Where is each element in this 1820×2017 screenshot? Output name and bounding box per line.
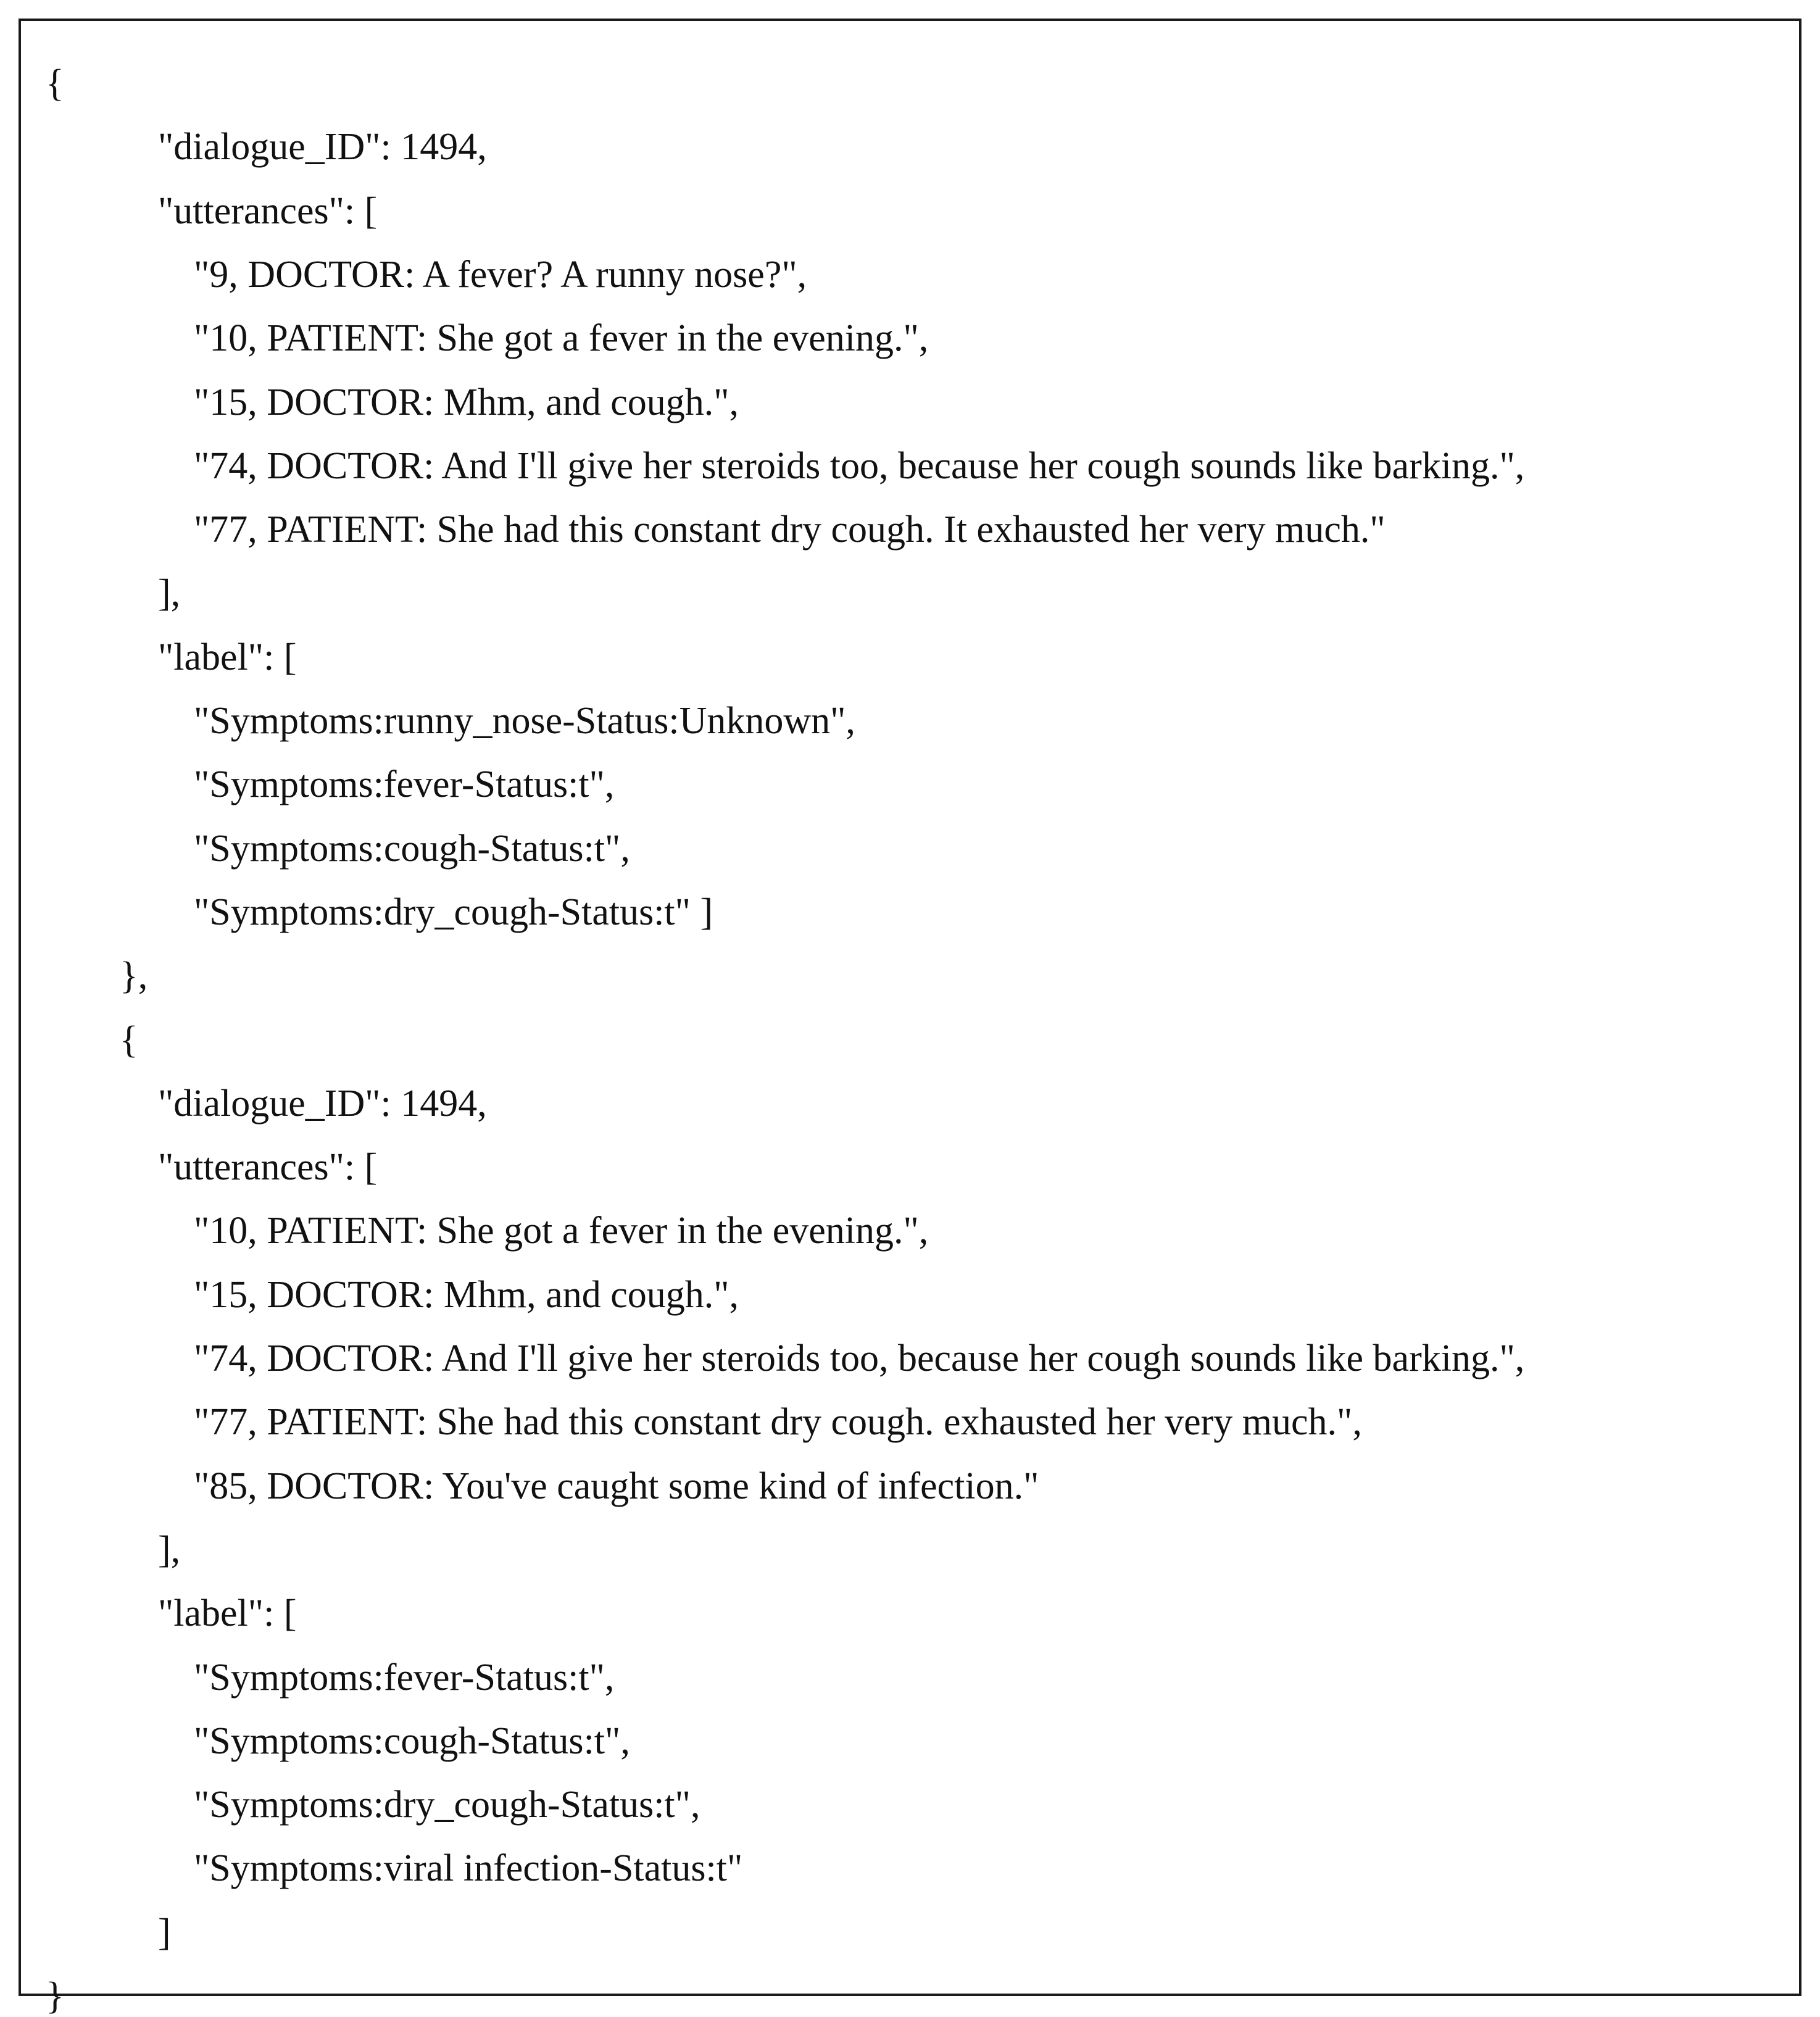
code-line: "Symptoms:fever-Status:t", bbox=[194, 1656, 615, 1699]
code-line: "Symptoms:dry_cough-Status:t", bbox=[194, 1784, 700, 1826]
code-line: } bbox=[46, 1975, 64, 2017]
code-line: "label": [ bbox=[158, 636, 297, 678]
code-line: "Symptoms:dry_cough-Status:t" ] bbox=[194, 891, 713, 933]
document-frame bbox=[19, 19, 1801, 2017]
code-line: "77, PATIENT: She had this constant dry cough. It exhausted her very much." bbox=[194, 509, 1386, 551]
code-line: "74, DOCTOR: And I'll give her steroids too, because her cough sounds like barking.", bbox=[194, 1337, 1525, 1379]
code-line: "77, PATIENT: She had this constant dry cough. exhausted her very much.", bbox=[194, 1401, 1362, 1444]
code-line: "dialogue_ID": 1494, bbox=[158, 1082, 487, 1125]
code-line: "74, DOCTOR: And I'll give her steroids too, because her cough sounds like barking.", bbox=[194, 444, 1525, 487]
code-line: "Symptoms:cough-Status:t", bbox=[194, 1720, 630, 1762]
code-line: ] bbox=[158, 1911, 171, 1953]
code-line: "utterances": [ bbox=[158, 189, 378, 232]
code-line: "10, PATIENT: She got a fever in the evening.", bbox=[194, 1210, 929, 1252]
code-line: "Symptoms:runny_nose-Status:Unknown", bbox=[194, 700, 855, 742]
code-line: }, bbox=[120, 955, 148, 997]
code-line: "label": [ bbox=[158, 1592, 297, 1635]
code-line: { bbox=[120, 1018, 138, 1061]
code-line: "10, PATIENT: She got a fever in the evening.", bbox=[194, 317, 929, 360]
code-line: "85, DOCTOR: You've caught some kind of infection." bbox=[194, 1465, 1039, 1507]
code-line: "utterances": [ bbox=[158, 1146, 378, 1189]
code-line: { bbox=[46, 62, 64, 104]
code-line: "Symptoms:viral infection-Status:t" bbox=[194, 1847, 743, 1890]
code-line: ], bbox=[158, 1528, 181, 1571]
code-line: "dialogue_ID": 1494, bbox=[158, 126, 487, 168]
code-line: "15, DOCTOR: Mhm, and cough.", bbox=[194, 381, 739, 423]
code-line: "15, DOCTOR: Mhm, and cough.", bbox=[194, 1273, 739, 1316]
code-line: "9, DOCTOR: A fever? A runny nose?", bbox=[194, 253, 807, 296]
code-line: "Symptoms:fever-Status:t", bbox=[194, 763, 615, 806]
code-line: ], bbox=[158, 572, 181, 615]
code-line: "Symptoms:cough-Status:t", bbox=[194, 827, 630, 870]
